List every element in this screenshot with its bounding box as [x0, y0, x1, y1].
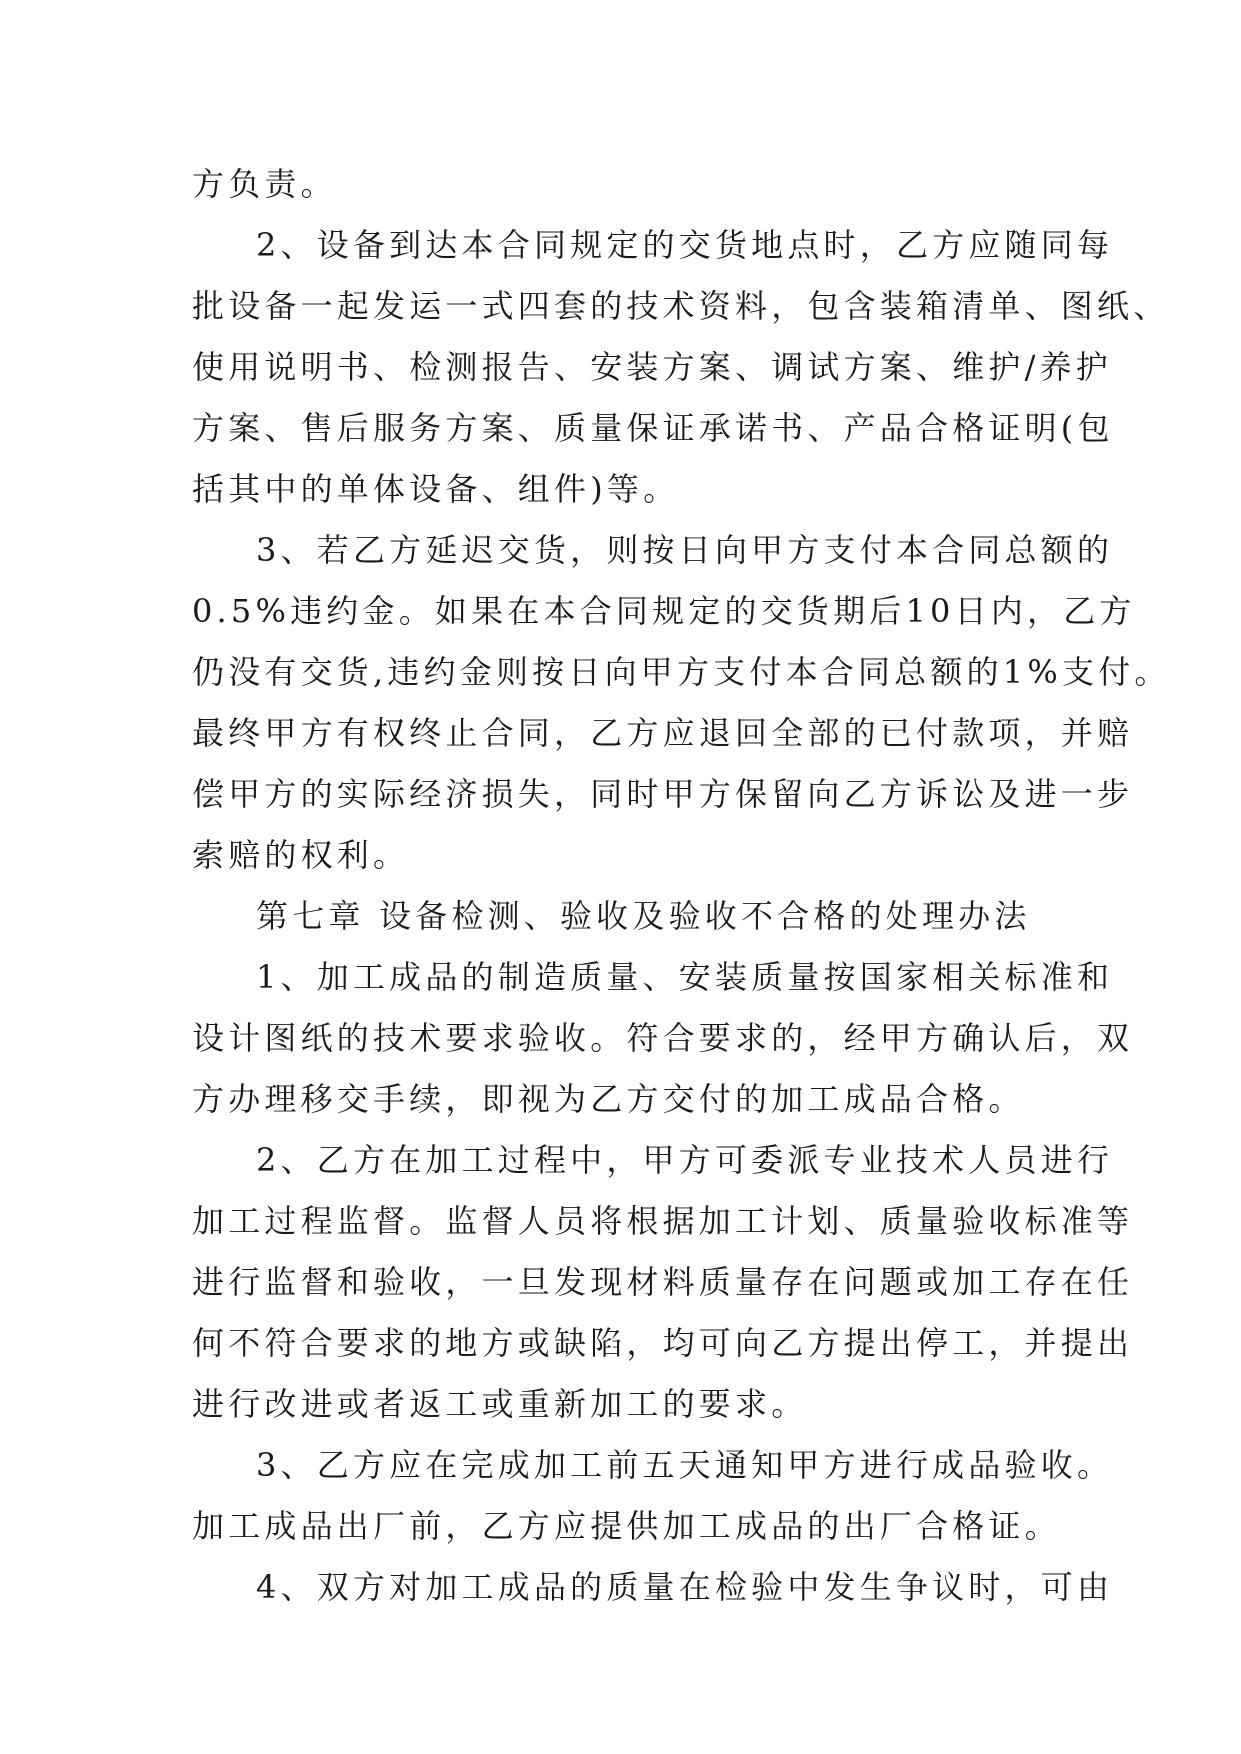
text-line: 偿甲方的实际经济损失，同时甲方保留向乙方诉讼及进一步 — [192, 775, 1134, 813]
text-line: 3、若乙方延迟交货，则按日向甲方支付本合同总额的 — [256, 531, 1114, 569]
text-line: 批设备一起发运一式四套的技术资料，包含装箱清单、图纸、 — [192, 287, 1170, 325]
text-line: 最终甲方有权终止合同，乙方应退回全部的已付款项，并赔 — [192, 714, 1134, 752]
text-line: 使用说明书、检测报告、安装方案、调试方案、维护/养护 — [192, 348, 1112, 386]
text-line: 0.5%违约金。如果在本合同规定的交货期后10日内，乙方 — [192, 592, 1136, 630]
text-line: 方案、售后服务方案、质量保证承诺书、产品合格证明(包 — [192, 409, 1114, 447]
document-body — [192, 154, 1171, 1618]
text-line: 方办理移交手续，即视为乙方交付的加工成品合格。 — [192, 1080, 1025, 1118]
text-line: 索赔的权利。 — [192, 836, 410, 874]
text-line: 1、加工成品的制造质量、安装质量按国家相关标准和 — [256, 958, 1114, 996]
text-line: 2、乙方在加工过程中，甲方可委派专业技术人员进行 — [256, 1141, 1114, 1179]
text-line: 括其中的单体设备、组件)等。 — [192, 470, 680, 508]
text-line: 加工过程监督。监督人员将根据加工计划、质量验收标准等 — [192, 1202, 1134, 1240]
text-line: 4、双方对加工成品的质量在检验中发生争议时，可由 — [256, 1568, 1114, 1606]
text-line: 方负责。 — [192, 165, 337, 203]
text-line: 设计图纸的技术要求验收。符合要求的，经甲方确认后，双 — [192, 1019, 1134, 1057]
text-line: 何不符合要求的地方或缺陷，均可向乙方提出停工，并提出 — [192, 1324, 1134, 1362]
text-line: 进行监督和验收，一旦发现材料质量存在问题或加工存在任 — [192, 1263, 1134, 1301]
text-line: 3、乙方应在完成加工前五天通知甲方进行成品验收。 — [256, 1446, 1114, 1484]
chapter-heading: 第七章 设备检测、验收及验收不合格的处理办法 — [256, 897, 1031, 935]
text-line: 仍没有交货,违约金则按日向甲方支付本合同总额的1%支付。 — [192, 653, 1171, 691]
text-line: 进行改进或者返工或重新加工的要求。 — [192, 1385, 808, 1423]
text-line: 加工成品出厂前，乙方应提供加工成品的出厂合格证。 — [192, 1507, 1061, 1545]
text-line: 2、设备到达本合同规定的交货地点时，乙方应随同每 — [256, 226, 1114, 264]
